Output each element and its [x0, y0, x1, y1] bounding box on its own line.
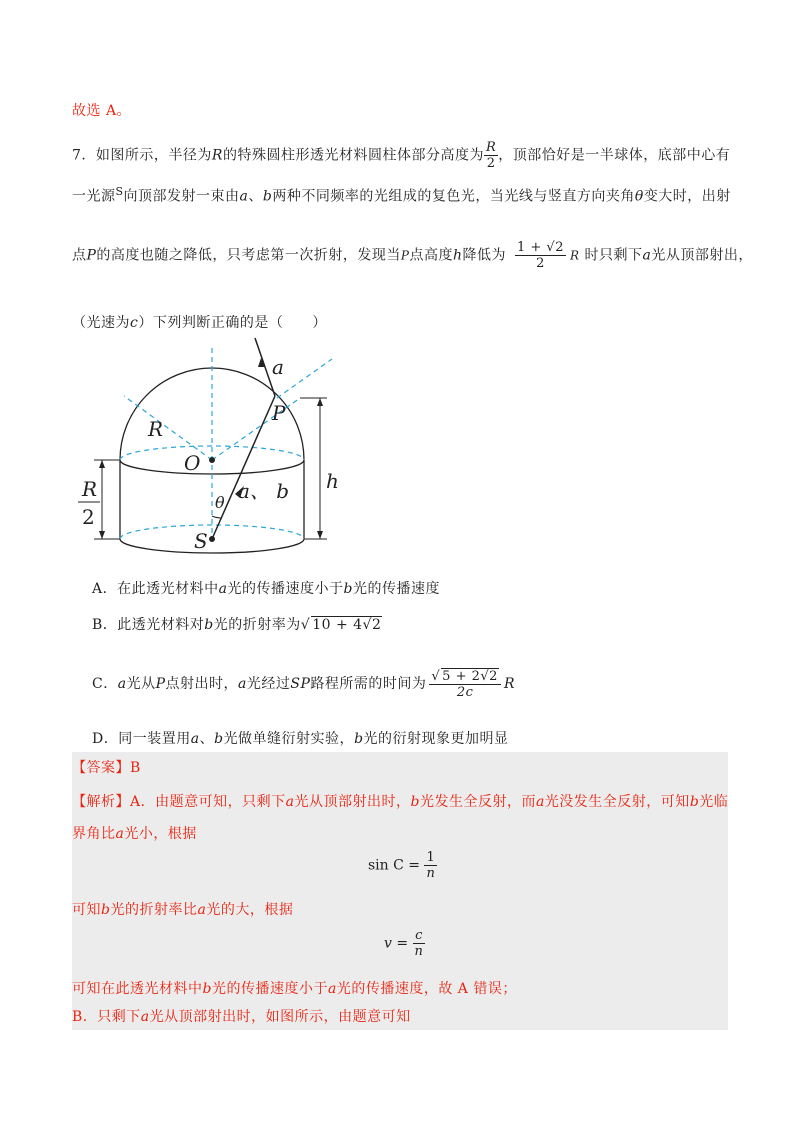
r2-arrow-top — [99, 460, 105, 468]
question-line-4: （光速为c）下列判断正确的是（ ） — [72, 315, 327, 331]
fraction-h-value: $\frac{1 + √2}{2}$ — [516, 240, 564, 271]
label-r: R — [148, 417, 164, 441]
point-s — [209, 536, 215, 542]
label-ab: a、 b — [238, 479, 290, 503]
question-line-3: 点P的高度也随之降低，只考虑第一次折射，发现当P点高度h降低为 $\frac{1 + √2}{2}$ R 时只剩下a光从顶部射出， — [72, 240, 753, 271]
label-h: h — [326, 469, 339, 493]
normal-line-at-p — [212, 398, 300, 460]
optics-figure — [72, 336, 362, 566]
r2-arrow-bottom — [99, 531, 105, 539]
prev-conclusion: 故选 A。 — [72, 103, 132, 119]
theta-arc — [212, 516, 221, 518]
option-d: D．同一装置用a、b光做单缝衍射实验，b光的衍射现象更加明显 — [92, 731, 509, 747]
answer-label: 【答案】B — [72, 760, 141, 776]
question-line-2: 一光源$^S$向顶部发射一束由a、b两种不同频率的光组成的复色光，当光线与竖直方向夹角θ变大时，出射 — [72, 185, 731, 205]
label-a: a — [272, 355, 284, 379]
explanation-line-2: 界角比a光小，根据 — [72, 826, 197, 842]
question-line-1: 7．如图所示，半径为R的特殊圆柱形透光材料圆柱体部分高度为 $\frac{R}{2}$ ，顶部恰好是一半球体，底部中心有 — [72, 140, 731, 171]
fraction-time: $\frac{√ 5 + 2√2}{2c}$ — [429, 668, 501, 700]
formula-sin-c: sin C = $\frac{1}{n}$ — [368, 850, 435, 881]
explanation-line-5: B．只剩下a光从顶部射出时，如图所示，由题意可知 — [72, 1009, 411, 1025]
light-ray — [212, 396, 275, 539]
label-s: S — [194, 529, 208, 553]
option-a: A．在此透光材料中a光的传播速度小于b光的传播速度 — [92, 581, 440, 597]
label-theta: θ — [215, 493, 225, 512]
explanation-line-1: 【解析】A．由题意可知，只剩下a光从顶部射出时，b光发生全反射，而a光没发生全反射，可知b光临 — [72, 794, 729, 810]
point-o — [209, 457, 215, 463]
tangent-line-at-p — [277, 359, 332, 398]
label-p: P — [272, 401, 286, 425]
h-arrow-bottom — [317, 531, 323, 539]
h-arrow-top — [317, 398, 323, 406]
formula-v: v = $\frac{c}{n}$ — [384, 928, 423, 959]
option-b: B．此透光材料对b光的折射率为√ 10 + 4√2 — [92, 617, 382, 633]
fraction-r-over-2: $\frac{R}{2}$ — [485, 140, 497, 171]
label-r2-num: R — [82, 477, 98, 501]
label-o: O — [184, 451, 201, 475]
label-r2-den: 2 — [82, 505, 95, 529]
option-c: C．a光从P点射出时，a光经过SP路程所需的时间为 $\frac{√ 5 + 2√2}{2c}$ R — [92, 669, 515, 700]
explanation-line-3: 可知b光的折射率比a光的大，根据 — [72, 902, 294, 918]
explanation-line-4: 可知在此透光材料中b光的传播速度小于a光的传播速度，故 A 错误； — [72, 981, 517, 997]
